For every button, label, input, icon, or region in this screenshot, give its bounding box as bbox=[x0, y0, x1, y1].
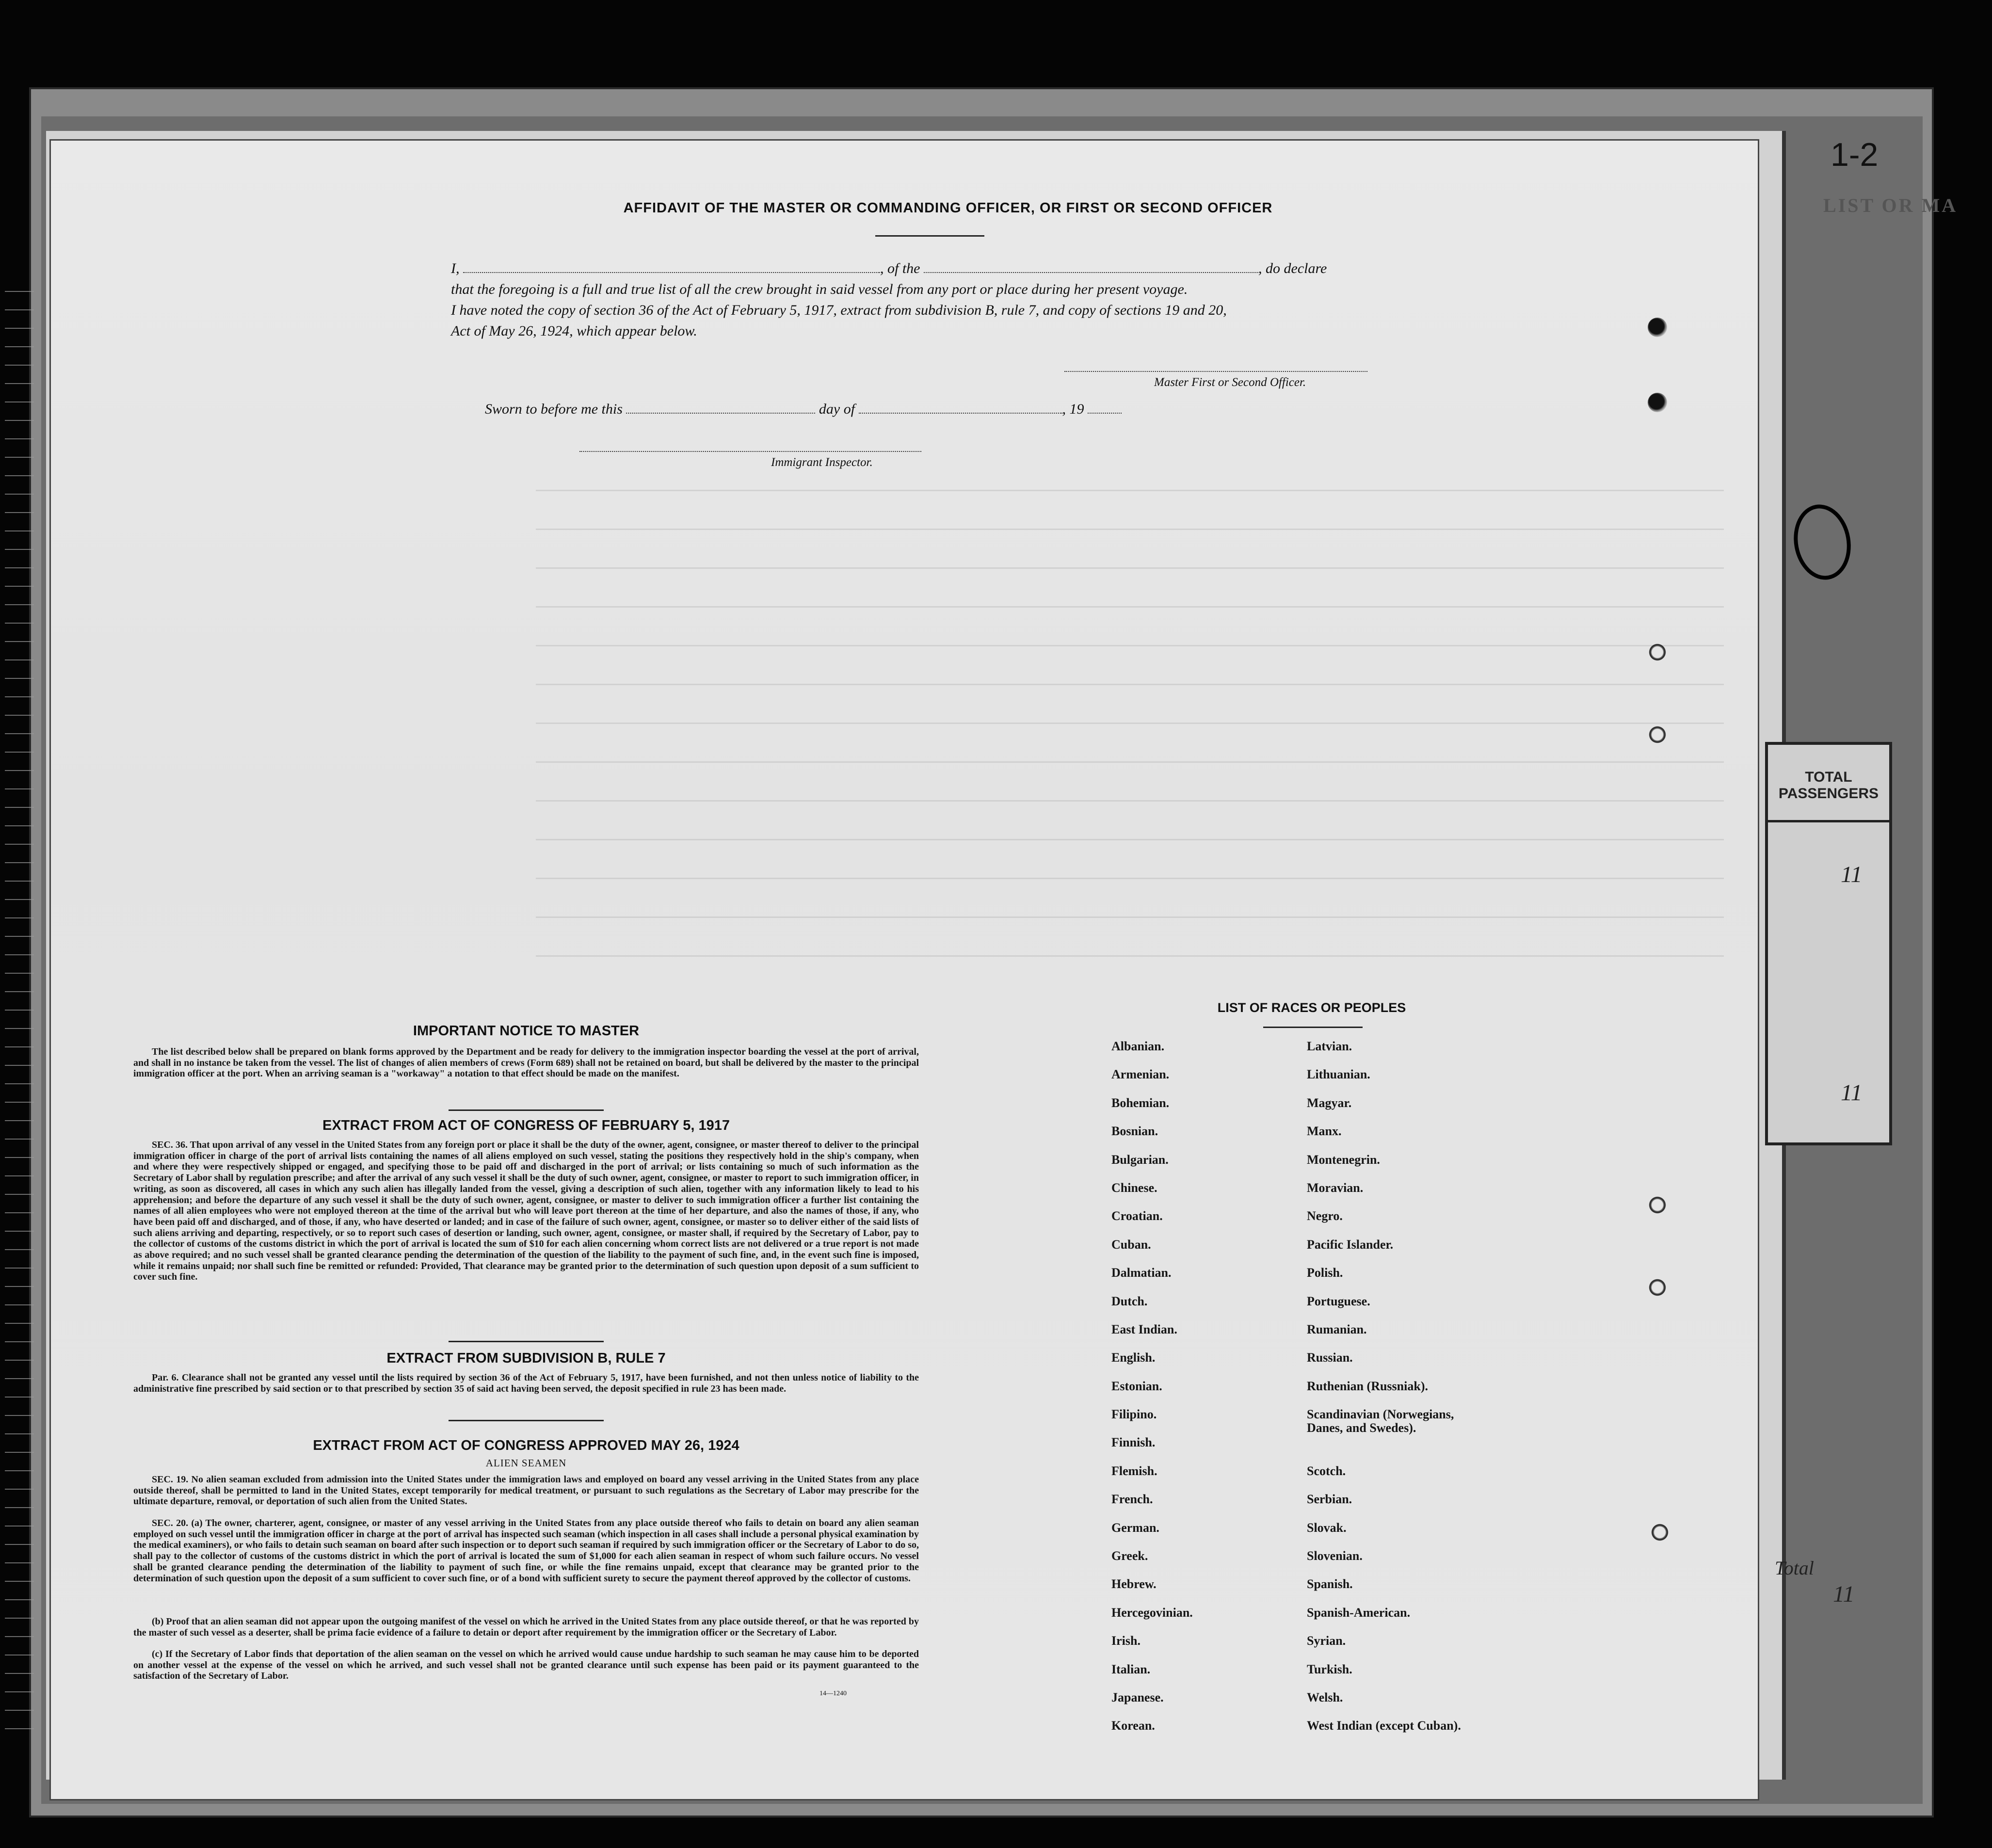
race-item: Russian. bbox=[1307, 1350, 1353, 1365]
affidavit-line-3: I have noted the copy of section 36 of the Act of February 5, 1917, extract from subdivision B, rule 7, and copy of sections 19 and 20, bbox=[451, 302, 1227, 318]
totals-box bbox=[1765, 742, 1892, 1145]
race-item: Magyar. bbox=[1307, 1095, 1352, 1110]
punch-hole bbox=[1648, 725, 1667, 744]
punch-hole bbox=[1648, 643, 1667, 662]
race-item: Moravian. bbox=[1307, 1180, 1364, 1195]
race-item: Spanish. bbox=[1307, 1577, 1353, 1591]
race-item: Albanian. bbox=[1111, 1039, 1165, 1053]
race-item: Japanese. bbox=[1111, 1690, 1164, 1704]
race-item: Latvian. bbox=[1307, 1039, 1352, 1053]
race-item: Ruthenian (Russniak). bbox=[1307, 1379, 1428, 1393]
races-title: LIST OF RACES OR PEOPLES bbox=[1217, 1000, 1406, 1015]
race-item: Turkish. bbox=[1307, 1662, 1352, 1676]
race-item: Polish. bbox=[1307, 1266, 1343, 1280]
total-passengers-value: 11 bbox=[1841, 862, 1863, 887]
race-item: Serbian. bbox=[1307, 1492, 1352, 1507]
race-item: Croatian. bbox=[1111, 1209, 1163, 1223]
race-item: German. bbox=[1111, 1520, 1159, 1535]
master-signature-label: Master First or Second Officer. bbox=[1154, 376, 1306, 389]
section-19-text: SEC. 19. No alien seaman excluded from admission into the United States under the immigration laws and employed on board any vessel arriving in the United States from any place outside thereof, shall be permitted to land in the United States, except temporarily for medical treatment, or pursuant to such regulations as the Secretary of Labor may prescribe for the ultimate departure, removal, or deportation of such alien from the United States. bbox=[133, 1474, 919, 1507]
race-item: Cuban. bbox=[1111, 1237, 1151, 1252]
races-right-column bbox=[1307, 1039, 1695, 1747]
race-item: Filipino. bbox=[1111, 1407, 1157, 1422]
race-item: Italian. bbox=[1111, 1662, 1151, 1676]
race-item: Negro. bbox=[1307, 1209, 1343, 1223]
race-item: East Indian. bbox=[1111, 1322, 1177, 1336]
race-item: Greek. bbox=[1111, 1549, 1148, 1563]
section-20c-text: (c) If the Secretary of Labor finds that deportation of the alien seaman on the vessel on which he arrived would cause undue hardship to such seaman he may cause him to be deported on another vessel at the expense of the vessel on which he arrived, and such vessel shall not be granted clearance until such expense has been paid or its payment guaranteed to the satisfaction of the Secretary of Labor. bbox=[133, 1649, 919, 1682]
race-item: Spanish-American. bbox=[1307, 1605, 1411, 1620]
race-item: Hebrew. bbox=[1111, 1577, 1157, 1591]
race-item: Estonian. bbox=[1111, 1379, 1162, 1393]
affidavit-line-1: I, , of the , do declare bbox=[451, 260, 1327, 276]
race-item: Flemish. bbox=[1111, 1463, 1157, 1478]
extract-1917-title: EXTRACT FROM ACT OF CONGRESS OF FEBRUARY 5, 1917 bbox=[322, 1118, 730, 1133]
race-item: Bohemian. bbox=[1111, 1095, 1170, 1110]
alien-seamen-subtitle: ALIEN SEAMEN bbox=[485, 1457, 567, 1469]
corner-note: 1-2 bbox=[1831, 136, 1879, 173]
punch-hole bbox=[1648, 318, 1667, 337]
race-item: Slovenian. bbox=[1307, 1549, 1363, 1563]
affidavit-title: AFFIDAVIT OF THE MASTER OR COMMANDING OFFICER, OR FIRST OR SECOND OFFICER bbox=[623, 200, 1273, 216]
race-item: Irish. bbox=[1111, 1634, 1141, 1648]
race-item: Lithuanian. bbox=[1307, 1067, 1370, 1082]
subdivision-b-text: Par. 6. Clearance shall not be granted any vessel until the lists required by section 36 of the Act of February 5, 1917, have been furnished, and not then unless notice of liability to the administrative fine prescribed by said section or to that prescribed by section 35 of said act having been served, the deposit specified in rule 23 has been made. bbox=[133, 1372, 919, 1394]
affidavit-line-2: that the foregoing is a full and true list of all the crew brought in said vessel from any port or place during her present voyage. bbox=[451, 281, 1188, 297]
background-form-title: LIST OR MA bbox=[1823, 194, 1958, 216]
notice-text: The list described below shall be prepared on blank forms approved by the Department and be ready for delivery to the immigration inspector boarding the vessel at the port of arrival, and shall in no instance be taken from the vessel. The list of changes of alien members of crews (Form 689) shall not be retained on board, but shall be delivered by the master to the principal immigration officer at the port. When an arriving seaman is a "workaway" a notation to that effect should be made on the manifest. bbox=[133, 1046, 919, 1079]
extract-1917-text: SEC. 36. That upon arrival of any vessel in the United States from any foreign port or place it shall be the duty of the owner, agent, consignee, or master thereof to deliver to the principal immigration officer in charge of the port of arrival lists containing the names of all aliens employed on such vessel, stating the positions they respectively hold in the ship's company, when and where they were respectively shipped or engaged, and specifying those to be paid off and discharged in the port of arrival; or lists containing so much of such information as the Secretary of Labor shall by regulation prescribe; and after the arrival of any such vessel it shall be the duty of such owner, agent, consignee, or master to report to such immigration officer, in writing, as soon as discovered, all cases in which any such alien has illegally landed from the vessel, giving a description of such alien, together with any information likely to lead to his apprehension; and before the departure of any such vessel it shall be the duty of such owner, agent, consignee, or master to deliver to such immigration officer a further list containing the names of all alien employees who were not employed thereon at the time of the arrival but who will leave port thereon at the time of her departure, and also the names of those, if any, who have been paid off and discharged, and of those, if any, who have deserted or landed; and in case of the failure of such owner, agent, consignee, or master so to deliver either of the said lists of such aliens arriving and departing, respectively, or so to report such cases of desertion or landing, such owner, agent, consignee, or master shall, if required by the Secretary of Labor, pay to the collector of customs of the customs district in which the port of arrival is located the sum of $10 for each alien concerning whom correct lists are not delivered or a true report is not made as above required; and no such vessel shall be granted clearance pending the determination of the question of the liability to the payment of such fine, and, in the event such fine is imposed, while it remains unpaid; nor shall such fine be remitted or refunded: Provided, That clearance may be granted prior to the determination of such question upon deposit of a sum sufficient to cover such fine. bbox=[133, 1140, 919, 1283]
race-item: Pacific Islander. bbox=[1307, 1237, 1394, 1252]
race-item: Finnish. bbox=[1111, 1435, 1156, 1450]
race-item: French. bbox=[1111, 1492, 1153, 1507]
race-item: West Indian (except Cuban). bbox=[1307, 1719, 1461, 1733]
punch-hole bbox=[1648, 393, 1667, 412]
sworn-line: Sworn to before me this day of , 19 bbox=[485, 401, 1122, 418]
race-item: Dalmatian. bbox=[1111, 1266, 1172, 1280]
race-item: Manx. bbox=[1307, 1124, 1342, 1139]
affidavit-page bbox=[51, 141, 1758, 1799]
race-item: Montenegrin. bbox=[1307, 1152, 1380, 1167]
race-item: Danes, and Swedes). bbox=[1307, 1421, 1416, 1435]
total-label: Total bbox=[1775, 1557, 1814, 1579]
section-20b-text: (b) Proof that an alien seaman did not appear upon the outgoing manifest of the vessel on which he arrived in the United States from any place outside thereof, or that he was reported by the master of such vessel as a deserter, shall be prima facie evidence of a failure to detain or deport after requirement by the immigration officer or the Secretary of Labor. bbox=[133, 1616, 919, 1638]
race-item: Scotch. bbox=[1307, 1463, 1346, 1478]
ledger-edge bbox=[5, 291, 34, 1746]
race-item: Korean. bbox=[1111, 1719, 1155, 1733]
race-item: Rumanian. bbox=[1307, 1322, 1367, 1336]
race-item: Welsh. bbox=[1307, 1690, 1343, 1704]
race-item: Bulgarian. bbox=[1111, 1152, 1169, 1167]
total-value: 11 bbox=[1833, 1581, 1855, 1607]
notice-title: IMPORTANT NOTICE TO MASTER bbox=[413, 1023, 640, 1039]
extract-1924-title: EXTRACT FROM ACT OF CONGRESS APPROVED MAY 26, 1924 bbox=[313, 1438, 739, 1453]
total-passengers-label: TOTAL PASSENGERS bbox=[1768, 745, 1889, 822]
race-item: Syrian. bbox=[1307, 1634, 1346, 1648]
affidavit-line-4: Act of May 26, 1924, which appear below. bbox=[451, 323, 697, 339]
inspector-signature-label: Immigrant Inspector. bbox=[771, 456, 873, 469]
race-item: Armenian. bbox=[1111, 1067, 1170, 1082]
race-item: Bosnian. bbox=[1111, 1124, 1158, 1139]
race-item: Scandinavian (Norwegians, bbox=[1307, 1407, 1454, 1422]
race-item: Hercegovinian. bbox=[1111, 1605, 1193, 1620]
form-number: 14—1240 bbox=[819, 1690, 847, 1697]
section-20a-text: SEC. 20. (a) The owner, charterer, agent, consignee, or master of any vessel arriving in the United States from any place outside thereof who fails to detain on board any alien seaman employed on such vessel until the immigration officer in charge at the port of arrival has inspected such seaman (which inspection in all cases shall include a personal physical examination by the medical examiners), or who fails to detain such seaman on board after such inspection or to deport such seaman if required by such immigration officer or the Secretary of Labor to do so, shall pay to the collector of customs of the customs district in which the port of arrival is located the sum of $1,000 for each alien seaman in respect of whom such failure occurs. No vessel shall be granted clearance pending the determination of the liability to payment of such fine, or while the fine remains unpaid, except that clearance may be granted prior to the determination of such question upon the deposit of a sum sufficient to cover such fine, or of a bond with sufficient surety to secure the payment thereof approved by the collector of customs. bbox=[133, 1518, 919, 1584]
race-item: Dutch. bbox=[1111, 1294, 1148, 1308]
race-item: English. bbox=[1111, 1350, 1156, 1365]
race-item: Slovak. bbox=[1307, 1520, 1347, 1535]
total-passengers-value-2: 11 bbox=[1841, 1080, 1863, 1106]
race-item: Portuguese. bbox=[1307, 1294, 1370, 1308]
subdivision-b-title: EXTRACT FROM SUBDIVISION B, RULE 7 bbox=[386, 1350, 666, 1366]
race-item: Chinese. bbox=[1111, 1180, 1157, 1195]
